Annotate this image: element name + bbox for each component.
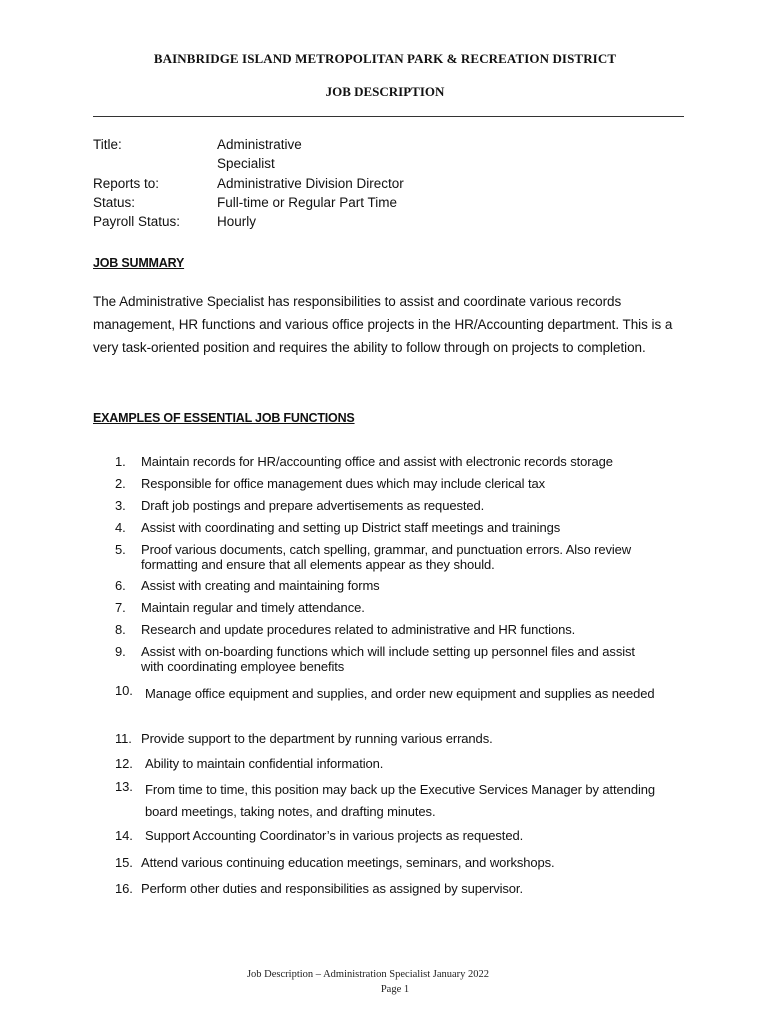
list-item bbox=[115, 600, 675, 615]
list-item-number: 9. bbox=[115, 644, 126, 659]
list-item-text: Perform other duties and responsibilities as assigned by supervisor. bbox=[141, 881, 523, 896]
list-item-number: 1. bbox=[115, 454, 126, 469]
list-item-text: Maintain regular and timely attendance. bbox=[141, 600, 365, 615]
document-type-title: JOB DESCRIPTION bbox=[325, 84, 445, 99]
job-functions-heading: EXAMPLES OF ESSENTIAL JOB FUNCTIONS bbox=[93, 411, 355, 425]
list-item-number: 16. bbox=[115, 881, 133, 896]
payroll-status-label: Payroll Status: bbox=[93, 214, 181, 230]
status-value: Full-time or Regular Part Time bbox=[217, 194, 398, 210]
list-item-number: 8. bbox=[115, 622, 126, 637]
list-item-text: Maintain records for HR/accounting office and assist with electronic records storage bbox=[141, 454, 613, 469]
list-item-number: 6. bbox=[115, 578, 126, 593]
list-item bbox=[115, 683, 670, 705]
list-item-text: Manage office equipment and supplies, and order new equipment and supplies as needed bbox=[145, 686, 655, 701]
list-item-text: Assist with creating and maintaining forms bbox=[141, 578, 380, 593]
title-label: Title: bbox=[93, 137, 122, 152]
list-item-number: 13. bbox=[115, 779, 133, 794]
list-item-text: Ability to maintain confidential information. bbox=[145, 756, 384, 771]
list-item bbox=[115, 756, 675, 771]
footer-page-number: Page 1 bbox=[380, 984, 410, 995]
list-item-number: 2. bbox=[115, 476, 126, 491]
list-item bbox=[115, 855, 675, 870]
list-item-number: 5. bbox=[115, 542, 126, 557]
list-item-text: Support Accounting Coordinator’s in various projects as requested. bbox=[145, 828, 524, 843]
list-item bbox=[115, 881, 675, 896]
list-item-text: Attend various continuing education meetings, seminars, and workshops. bbox=[141, 855, 555, 870]
list-item-text: Research and update procedures related to administrative and HR functions. bbox=[141, 622, 576, 637]
footer-description: Job Description – Administration Specialist January 2022 bbox=[246, 969, 490, 980]
list-item-number: 4. bbox=[115, 520, 126, 535]
list-item bbox=[115, 731, 675, 746]
list-item bbox=[115, 779, 660, 823]
meta-row-reports-to bbox=[93, 174, 417, 193]
status-label: Status: bbox=[93, 194, 136, 210]
list-item-text: Draft job postings and prepare advertisements as requested. bbox=[141, 498, 485, 513]
list-item-text: Provide support to the department by running various errands. bbox=[141, 731, 493, 746]
list-item bbox=[115, 542, 635, 572]
list-item-number: 12. bbox=[115, 756, 133, 771]
list-item bbox=[115, 622, 675, 637]
list-item-number: 15. bbox=[115, 855, 133, 870]
reports-to-label: Reports to: bbox=[93, 175, 160, 191]
list-item bbox=[115, 828, 675, 843]
list-item-text: From time to time, this position may back up the Executive Services Manager by attending board meetings, taking notes, and drafting minutes. bbox=[145, 782, 655, 819]
meta-row-status bbox=[93, 193, 417, 212]
list-item-number: 10. bbox=[115, 683, 133, 698]
meta-row-title bbox=[93, 135, 417, 174]
list-item bbox=[115, 498, 675, 513]
list-item-number: 7. bbox=[115, 600, 126, 615]
header-divider bbox=[93, 116, 684, 117]
job-meta-block bbox=[93, 135, 417, 231]
list-item bbox=[115, 578, 675, 593]
reports-to-value: Administrative Division Director bbox=[217, 175, 404, 191]
list-item bbox=[115, 644, 655, 674]
meta-row-payroll bbox=[93, 212, 417, 231]
job-summary-heading: JOB SUMMARY bbox=[93, 256, 185, 270]
title-value: Administrative Specialist bbox=[217, 137, 302, 172]
list-item-text: Proof various documents, catch spelling, grammar, and punctuation errors. Also review formatting and ensure that all elements appear as they should. bbox=[141, 542, 632, 572]
list-item-number: 14. bbox=[115, 828, 133, 843]
payroll-status-value: Hourly bbox=[217, 214, 257, 230]
organization-title: BAINBRIDGE ISLAND METROPOLITAN PARK & RECREATION DISTRICT bbox=[153, 51, 617, 66]
list-item-text: Assist with on-boarding functions which will include setting up personnel files and assist with coordinating employee benefits bbox=[141, 644, 635, 674]
job-summary-text: The Administrative Specialist has responsibilities to assist and coordinate various records management, HR functions and various office projects in the HR/Accounting department. This is a very task-oriented position and requires the ability to follow through on projects to completion. bbox=[93, 294, 673, 356]
list-item-text: Assist with coordinating and setting up District staff meetings and trainings bbox=[141, 520, 561, 535]
list-item-number: 3. bbox=[115, 498, 126, 513]
list-item bbox=[115, 454, 675, 469]
list-item bbox=[115, 520, 675, 535]
list-item bbox=[115, 476, 675, 491]
list-item-text: Responsible for office management dues which may include clerical tax bbox=[141, 476, 546, 491]
list-item-number: 11. bbox=[115, 731, 132, 746]
